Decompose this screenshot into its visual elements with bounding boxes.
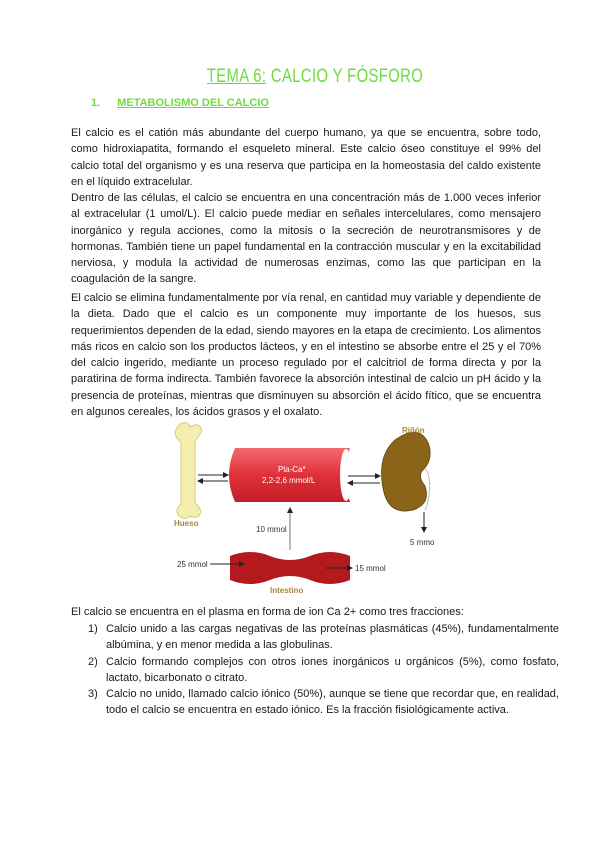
paragraph: El calcio es el catión más abundante del cuerpo humano, ya que se encuentra, sobre todo, como hidroxiapatita, formando el esqueleto mineral. Este calcio óseo constituye el 99% del calcio total del organismo y es una reserva que participa en la homeostasia del caldo existente en el líquido extracelular. xyxy=(71,127,541,188)
intestine-label: Intestino xyxy=(270,586,304,595)
plasma-label: Pla-Ca* xyxy=(278,465,306,474)
section-heading: 1. METABOLISMO DEL CALCIO xyxy=(91,97,269,109)
fecal-label: 15 mmol xyxy=(355,564,386,573)
bone-icon xyxy=(175,423,202,519)
paragraph: El calcio se elimina fundamentalmente por vía renal, en cantidad muy variable y dependiente de la dieta. Dado que el calcio es un componente muy importante de los huesos, sus requerimientos dependen de la edad, siendo mayores en la etapa de crecimiento. Los alimentos más ricos en calcio son los productos lácteos, y en el intestino se absorbe entre el 25 y el 70% del calcio ingerido, mediante un proceso regulado por el calcitriol de forma directa y por la paratirina de forma indirecta. También favorece la absorción intestinal de calcio un pH ácido y la presencia de proteínas, mientras que disminuyen su absorción el ácido fítico, que se encuentra en algunos cereales, los ácidos grasos y el oxalato. xyxy=(71,292,541,419)
plasma-concentration: 2,2-2,6 mmol/L xyxy=(262,476,316,485)
kidney-icon xyxy=(382,432,431,511)
paragraph: El calcio se encuentra en el plasma en forma de ion Ca 2+ como tres fracciones: xyxy=(71,606,464,618)
paragraph: Dentro de las células, el calcio se encuentra en una concentración más de 1.000 veces inferior al extracelular (1 umol/L). El calcio puede mediar en señales intercelulares, como mensajero inorgánico y regula acciones, como la mitosis o la secreción de neurotransmisores y de hormonas. También tiene un papel fundamental en la contracción muscular y en la excitabilidad nerviosa, y modula la actividad de numerosas enzimas, como las que participan en la coagulación de la sangre. xyxy=(71,192,541,286)
page-title: TEMA 6: CALCIO Y FÓSFORO xyxy=(206,66,424,87)
list-item: 1) Calcio unido a las cargas negativas de las proteínas plasmáticas (45%), fundamentalmente albúmina, y en menor medida a las globulinas. xyxy=(88,623,559,652)
kidney-label: Riñón xyxy=(402,426,425,435)
fractions-list xyxy=(88,621,559,719)
intake-label: 25 mmol xyxy=(177,560,208,569)
list-item: 2) Calcio formando complejos con otros iones inorgánicos u orgánicos (5%), como fosfato, lactato, bicarbonato o citrato. xyxy=(88,655,559,684)
list-item: 3) Calcio no unido, llamado calcio iónico (50%), aunque se tiene que recordar que, en realidad, todo el calcio se encuentra en estado iónico. Es la fracción fisiológicamente activa. xyxy=(88,688,559,717)
urine-label: 5 mmo xyxy=(410,538,435,547)
bone-label: Hueso xyxy=(174,519,199,528)
absorbed-label: 10 mmol xyxy=(256,525,287,534)
blood-vessel xyxy=(229,448,350,502)
